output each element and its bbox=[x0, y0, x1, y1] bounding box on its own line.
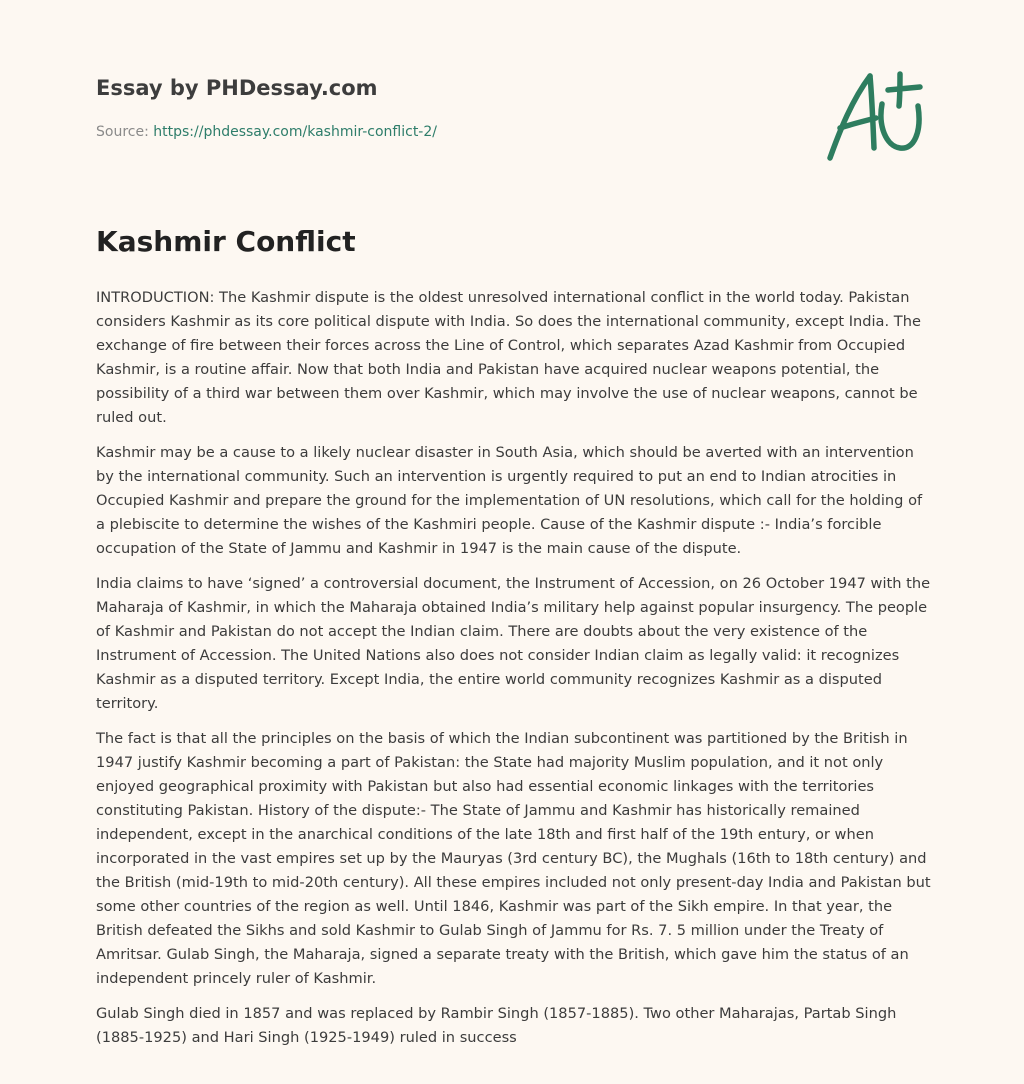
a-plus-logo-icon bbox=[826, 68, 926, 164]
essay-title: Kashmir Conflict bbox=[96, 225, 356, 258]
essay-body bbox=[96, 286, 932, 1061]
essay-paragraph: Kashmir may be a cause to a likely nuclear disaster in South Asia, which should be averted with an intervention by the international community. Such an intervention is urgently required to put an end to Indian atrocities in Occupied Kashmir and prepare the ground for the implementation of UN resolutions, which call for the holding of a plebiscite to determine the wishes of the Kashmiri people. Cause of the Kashmir dispute :- India’s forcible occupation of the State of Jammu and Kashmir in 1947 is the main cause of the dispute. bbox=[96, 444, 923, 557]
source-link[interactable]: https://phdessay.com/kashmir-conflict-2/ bbox=[153, 124, 437, 140]
source-line bbox=[96, 124, 437, 140]
source-label: Source: bbox=[96, 124, 154, 140]
essay-paragraph: The fact is that all the principles on the basis of which the Indian subcontinent was partitioned by the British in 1947 justify Kashmir becoming a part of Pakistan: the State had majority Muslim population, and it not only enjoyed geographical proximity with Pakistan but also had essential economic linkages with the territories constituting Pakistan. History of the dispute:- The State of Jammu and Kashmir has historically remained independent, except in the anarchical conditions of the late 18th and first half of the 19th entury, or when incorporated in the vast empires set up by the Mauryas (3rd century BC), the Mughals (16th to 18th century) and the British (mid-19th to mid-20th century). All these empires included not only present-day India and Pakistan but some other countries of the region as well. Until 1846, Kashmir was part of the Sikh empire. In that year, the British defeated the Sikhs and sold Kashmir to Gulab Singh of Jammu for Rs. 7. 5 million under the Treaty of Amritsar. Gulab Singh, the Maharaja, signed a separate treaty with the British, which gave him the status of an independent princely ruler of Kashmir. bbox=[96, 730, 931, 987]
essay-paragraph: India claims to have ‘signed’ a controversial document, the Instrument of Accession, on 26 October 1947 with the Maharaja of Kashmir, in which the Maharaja obtained India’s military help against popular insurgency. The people of Kashmir and Pakistan do not accept the Indian claim. There are doubts about the very existence of the Instrument of Accession. The United Nations also does not consider Indian claim as legally valid: it recognizes Kashmir as a disputed territory. Except India, the entire world community recognizes Kashmir as a disputed territory. bbox=[96, 575, 931, 712]
brand-title: Essay by PHDessay.com bbox=[96, 76, 378, 100]
essay-paragraph: INTRODUCTION: The Kashmir dispute is the oldest unresolved international conflict in the world today. Pakistan considers Kashmir as its core political dispute with India. So does the international community, except India. The exchange of fire between their forces across the Line of Control, which separates Azad Kashmir from Occupied Kashmir, is a routine affair. Now that both India and Pakistan have acquired nuclear weapons potential, the possibility of a third war between them over Kashmir, which may involve the use of nuclear weapons, cannot be ruled out. bbox=[96, 289, 921, 426]
essay-paragraph: Gulab Singh died in 1857 and was replaced by Rambir Singh (1857-1885). Two other Maharajas, Partab Singh (1885-1925) and Hari Singh (1925-1949) ruled in success bbox=[96, 1005, 897, 1046]
